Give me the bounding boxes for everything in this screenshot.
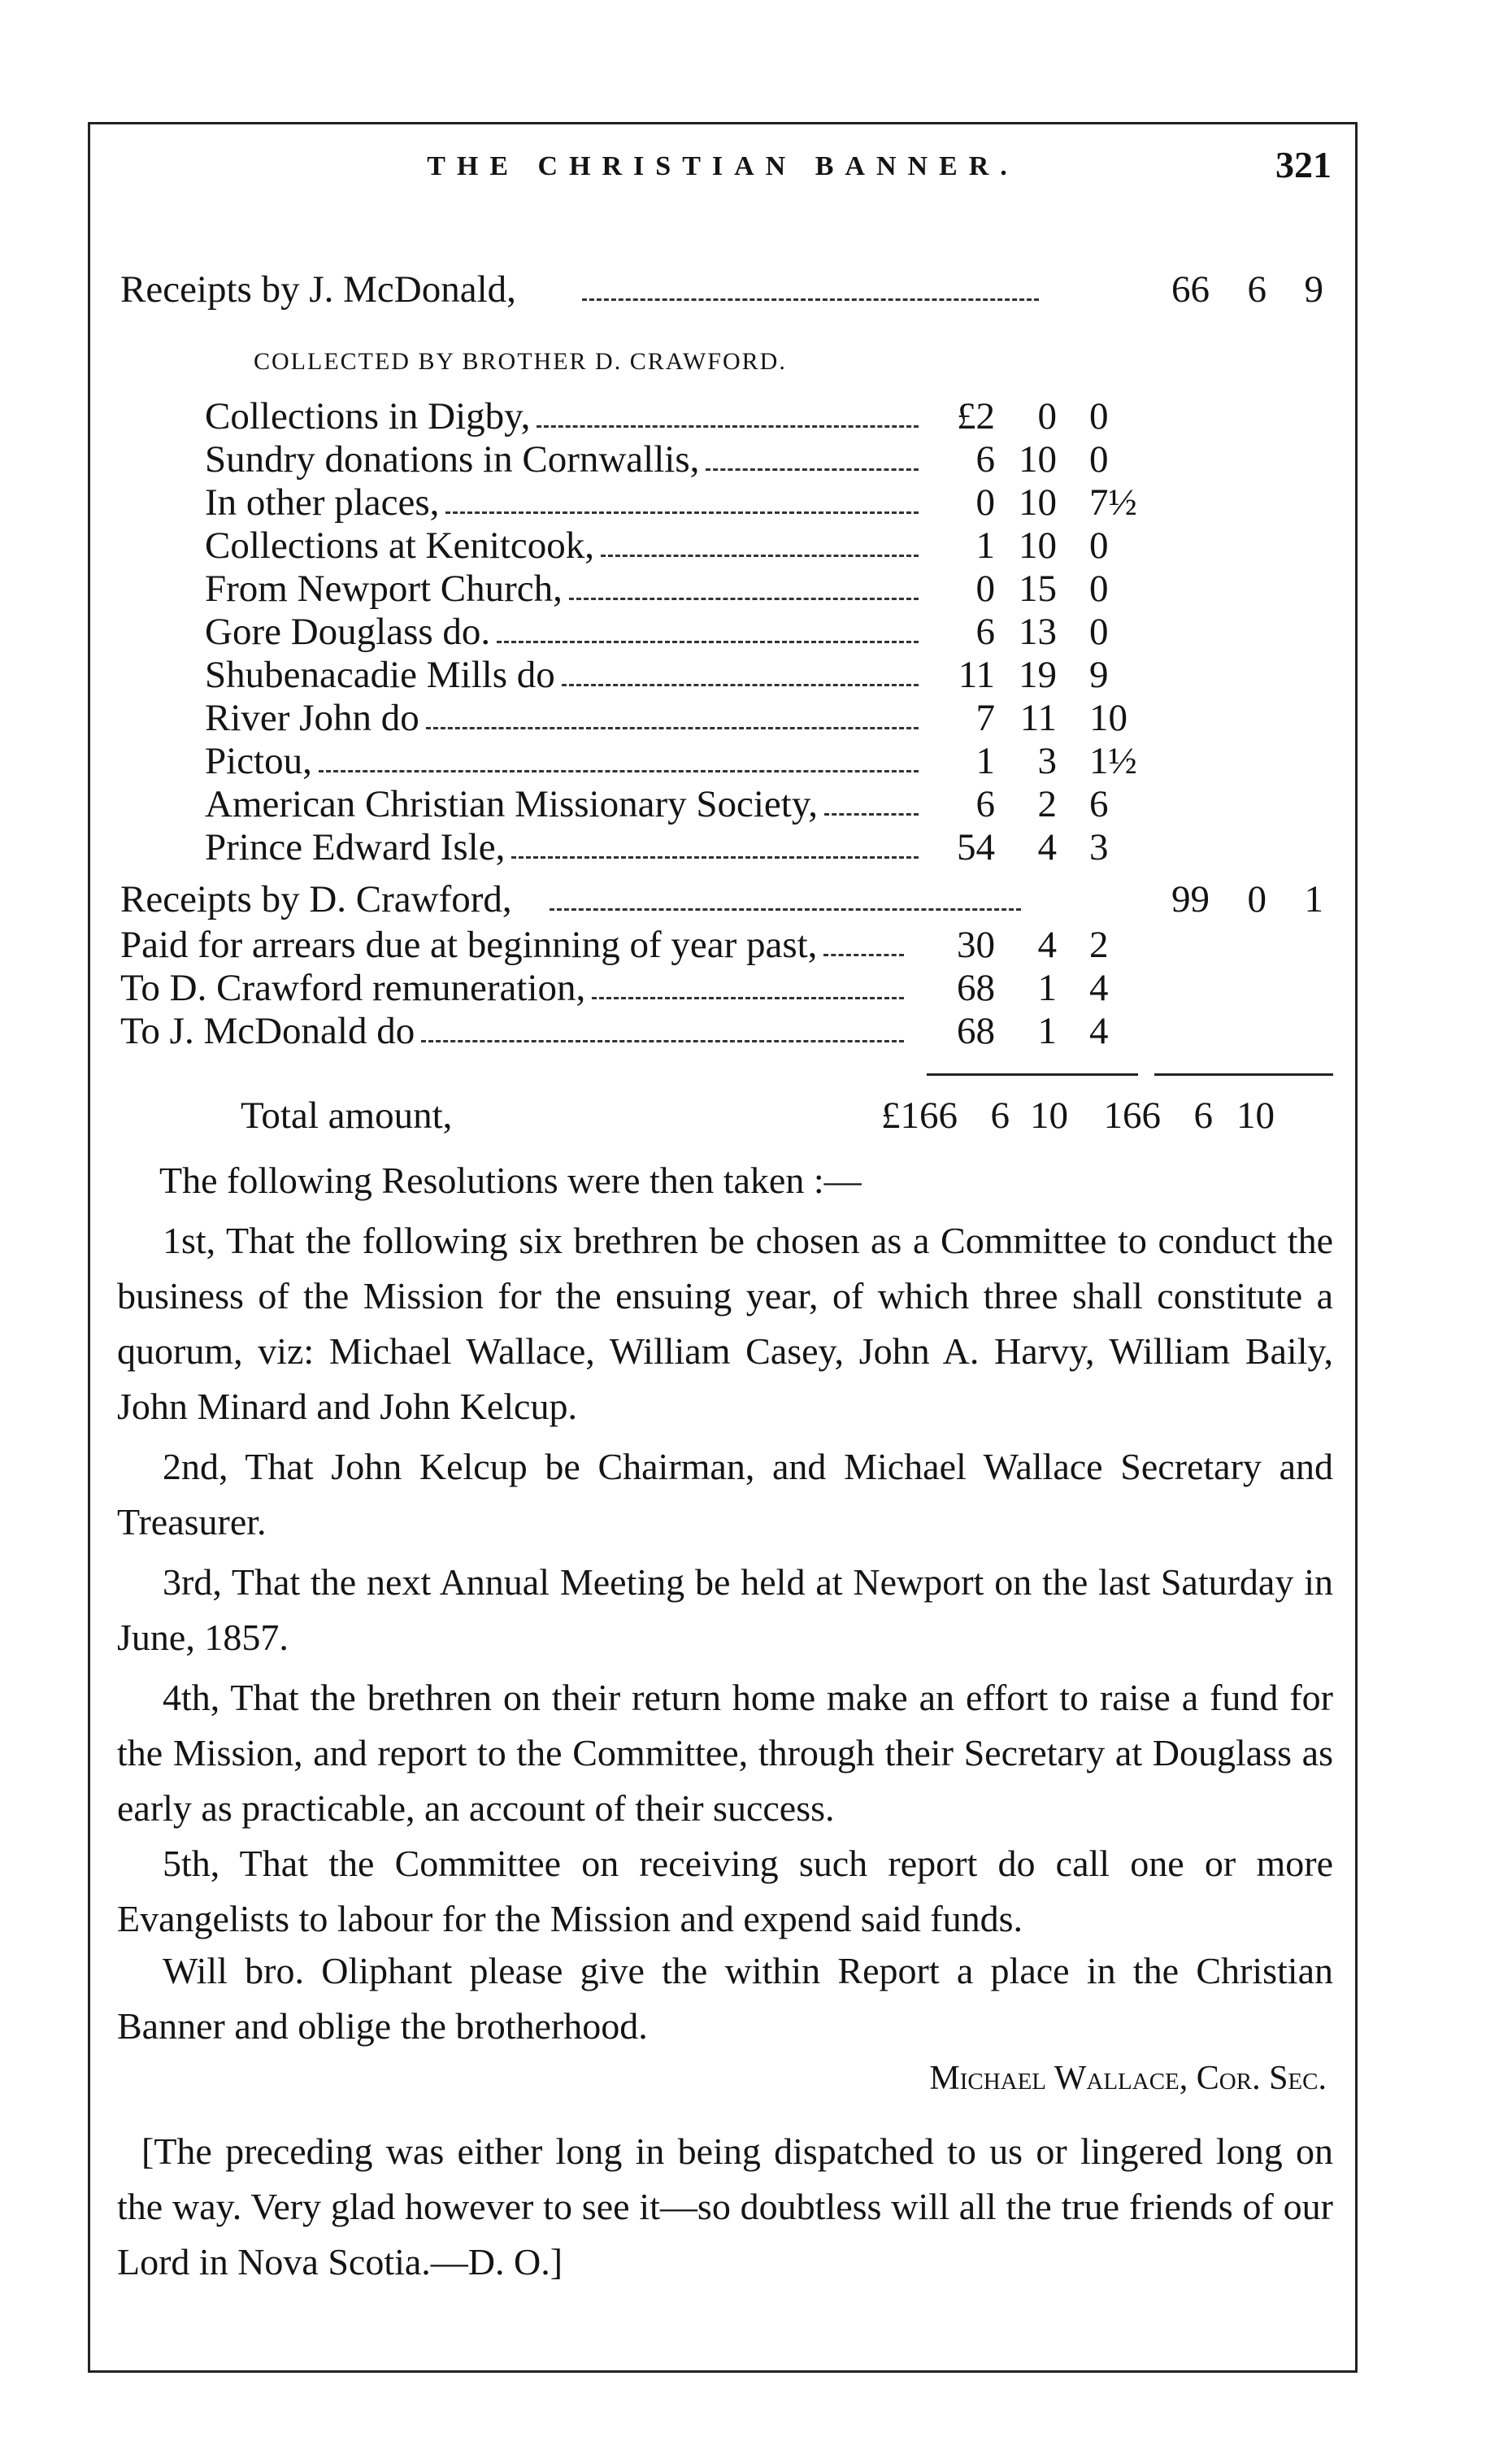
leader-dots — [592, 957, 904, 999]
collections-pence: 0 — [1089, 438, 1109, 481]
leader-dots — [582, 259, 1039, 301]
collections-pence: 9 — [1089, 654, 1109, 696]
collections-pounds: 1 — [975, 524, 995, 567]
collections-shillings: 4 — [1037, 826, 1057, 868]
payments-shillings: 4 — [1037, 924, 1057, 966]
receipts-crawford-label: Receipts by D. Crawford, — [120, 878, 512, 920]
leader-dots — [497, 601, 919, 643]
payments-pence: 4 — [1089, 1010, 1109, 1052]
total-left-shillings: 6 — [990, 1094, 1010, 1137]
receipts-crawford-row — [120, 878, 1340, 920]
collections-label: River John do — [205, 697, 419, 739]
page-header — [88, 144, 1358, 200]
collections-row — [0, 740, 1512, 783]
collections-shillings: 11 — [1019, 697, 1057, 739]
request-paragraph: Will bro. Oliphant please give the within Report a place in the Christian Banner and oblige the brotherhood. — [117, 1950, 1333, 2047]
leader-dots — [824, 773, 919, 816]
leader-dots — [550, 868, 1021, 911]
leader-dots — [537, 385, 919, 428]
collections-pence: 6 — [1089, 783, 1109, 825]
collections-pounds: 0 — [975, 568, 995, 610]
editor-note: [The preceding was either long in being dispatched to us or lingered long on the way. Very glad however to see it—so doubtless will all the true friends of our Lord in Nova Scotia.—D. O.] — [117, 2130, 1333, 2283]
payments-shillings: 1 — [1037, 967, 1057, 1009]
receipts-mcdonald-label: Receipts by J. McDonald, — [120, 268, 516, 311]
signature: Michael Wallace, Cor. Sec. — [929, 2060, 1327, 2097]
leader-dots — [601, 515, 919, 557]
collections-label: Gore Douglass do. — [205, 611, 491, 653]
payments-pence: 4 — [1089, 967, 1109, 1009]
resolution-3: 3rd, That the next Annual Meeting be held at Newport on the last Saturday in June, 1857. — [117, 1561, 1333, 1658]
collections-pounds: 7 — [975, 697, 995, 739]
resolution-5: 5th, That the Committee on receiving such report do call one or more Evangelists to labour for the Mission and expend said funds. — [117, 1843, 1333, 1939]
leader-dots — [445, 472, 919, 514]
total-left-pounds: £166 — [881, 1094, 958, 1137]
collections-shillings: 10 — [1019, 524, 1057, 567]
receipts-mcdonald-shillings: 6 — [1247, 268, 1267, 311]
collections-pounds: 6 — [975, 438, 995, 481]
leader-dots — [569, 558, 919, 600]
collections-shillings: 0 — [1037, 395, 1057, 437]
collections-label: From Newport Church, — [205, 568, 563, 610]
total-right-pounds: 166 — [1103, 1094, 1161, 1137]
collections-shillings: 19 — [1019, 654, 1057, 696]
collections-shillings: 10 — [1019, 438, 1057, 481]
collections-pence: 0 — [1089, 568, 1109, 610]
receipts-mcdonald-row — [120, 268, 1340, 311]
payments-row — [0, 1010, 1512, 1053]
sum-rule-left — [927, 1073, 1138, 1076]
total-left-pence: 10 — [1030, 1094, 1068, 1137]
leader-dots — [426, 687, 919, 729]
resolution-1: 1st, That the following six brethren be chosen as a Committee to conduct the business of the Mission for the ensuing year, of which three shall constitute a quorum, viz: Michael Wallace, William Casey, John A. Harvy, William Baily, John Minard and John Kelcup. — [117, 1220, 1333, 1427]
collections-label: In other places, — [205, 481, 440, 524]
receipts-crawford-pence: 1 — [1304, 878, 1323, 920]
collections-label: Pictou, — [205, 740, 312, 782]
collections-pounds: 1 — [975, 740, 995, 782]
resolutions-intro: The following Resolutions were then taken :— — [159, 1160, 862, 1201]
collections-pence: 1½ — [1089, 740, 1137, 782]
payments-label: To D. Crawford remuneration, — [120, 967, 586, 1009]
receipts-crawford-shillings: 0 — [1247, 878, 1267, 920]
leader-dots — [511, 816, 919, 859]
collections-label: Sundry donations in Cornwallis, — [205, 438, 700, 481]
collections-label: Collections at Kenitcook, — [205, 524, 595, 567]
payments-pounds: 68 — [957, 1010, 995, 1052]
collections-label: Prince Edward Isle, — [205, 826, 506, 868]
collections-pence: 0 — [1089, 524, 1109, 567]
payments-pounds: 30 — [957, 924, 995, 966]
collections-pence: 7½ — [1089, 481, 1137, 524]
section-caption: COLLECTED BY BROTHER D. CRAWFORD. — [254, 348, 787, 375]
collections-label: American Christian Missionary Society, — [205, 783, 819, 825]
collections-pounds: 11 — [958, 654, 995, 696]
collections-pounds: 6 — [975, 611, 995, 653]
collections-shillings: 13 — [1019, 611, 1057, 653]
total-right-pence: 10 — [1236, 1094, 1275, 1137]
total-label: Total amount, — [241, 1094, 453, 1137]
leader-dots — [319, 730, 919, 772]
leader-dots — [823, 914, 904, 956]
collections-pounds: 54 — [957, 826, 995, 868]
payments-label: Paid for arrears due at beginning of year past, — [120, 924, 818, 966]
leader-dots — [562, 644, 919, 686]
payments-label: To J. McDonald do — [120, 1010, 415, 1052]
receipts-mcdonald-pounds: 66 — [1171, 268, 1210, 311]
receipts-mcdonald-pence: 9 — [1304, 268, 1323, 311]
page-number: 321 — [1275, 144, 1332, 185]
collections-row — [0, 826, 1512, 869]
payments-shillings: 1 — [1037, 1010, 1057, 1052]
receipts-crawford-pounds: 99 — [1171, 878, 1210, 920]
collections-pounds: £2 — [957, 395, 995, 437]
collections-shillings: 2 — [1037, 783, 1057, 825]
sum-rule-right — [1154, 1073, 1333, 1076]
collections-pounds: 0 — [975, 481, 995, 524]
running-title: THE CHRISTIAN BANNER. — [427, 151, 1019, 181]
leader-dots — [706, 429, 919, 471]
collections-shillings: 3 — [1037, 740, 1057, 782]
payments-pence: 2 — [1089, 924, 1109, 966]
resolution-4: 4th, That the brethren on their return home make an effort to raise a fund for the Mission, and report to the Committee, through their Secretary at Douglass as early as practicable, an account of their success. — [117, 1677, 1333, 1829]
collections-pence: 0 — [1089, 395, 1109, 437]
collections-pence: 10 — [1089, 697, 1127, 739]
collections-label: Collections in Digby, — [205, 395, 531, 437]
collections-shillings: 10 — [1019, 481, 1057, 524]
leader-dots — [421, 1000, 904, 1042]
collections-pence: 3 — [1089, 826, 1109, 868]
total-right-shillings: 6 — [1193, 1094, 1213, 1137]
collections-label: Shubenacadie Mills do — [205, 654, 555, 696]
collections-shillings: 15 — [1019, 568, 1057, 610]
collections-pence: 0 — [1089, 611, 1109, 653]
payments-pounds: 68 — [957, 967, 995, 1009]
resolution-2: 2nd, That John Kelcup be Chairman, and Michael Wallace Secretary and Treasurer. — [117, 1446, 1333, 1543]
collections-pounds: 6 — [975, 783, 995, 825]
total-row — [120, 1094, 1340, 1137]
